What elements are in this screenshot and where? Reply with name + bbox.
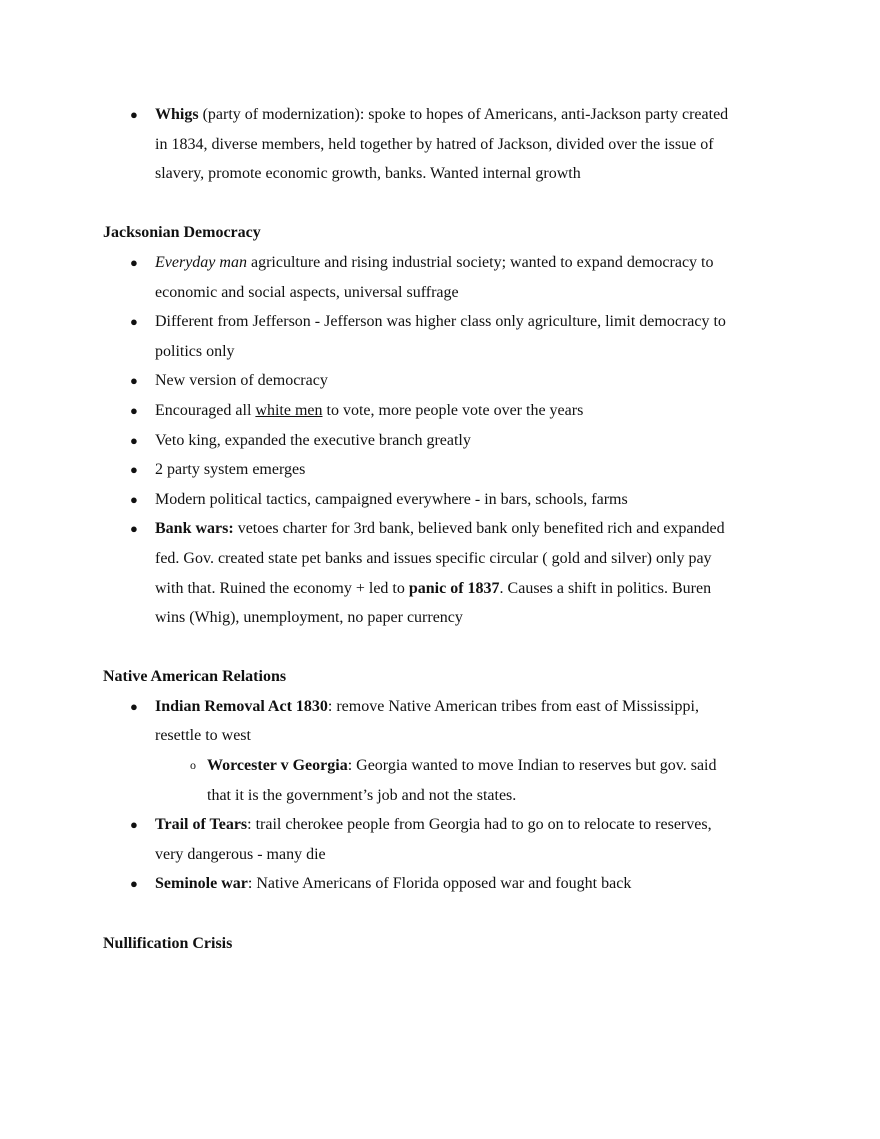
text-line (103, 248, 803, 278)
text-line (103, 840, 803, 870)
text-run: with that. Ruined the economy + led to (155, 579, 409, 597)
text-run: politics only (155, 342, 235, 360)
bold-term: Trail of Tears (155, 816, 248, 834)
text-run: : remove Native American tribes from east of Mississippi, (327, 697, 699, 715)
text-run: : Native Americans of Florida opposed war and fought back (247, 875, 632, 893)
text-line (103, 721, 803, 751)
text-line (103, 159, 803, 189)
blank-line (103, 189, 803, 219)
text-line (103, 869, 803, 899)
list-item (103, 426, 803, 456)
text-line (103, 130, 803, 160)
bullet-icon: ● (130, 254, 138, 270)
list-item (103, 485, 803, 515)
bold-term: panic of 1837 (408, 579, 500, 597)
bold-term: Indian Removal Act 1830 (155, 697, 328, 715)
section-heading: Nullification Crisis (103, 934, 233, 952)
blank-line (103, 899, 803, 929)
text-run: to vote, more people vote over the years (322, 401, 584, 419)
text-run: 2 party system emerges (155, 461, 306, 479)
hollow-bullet-icon: o (190, 758, 196, 773)
list-item (103, 692, 803, 751)
text-run: : Georgia wanted to move Indian to reserves but gov. said (347, 757, 717, 775)
list-item (103, 514, 803, 632)
text-line (103, 485, 803, 515)
bullet-icon: ● (130, 521, 138, 537)
bold-term: Whigs (155, 106, 199, 123)
sub-list-item (103, 751, 803, 810)
list-item (103, 248, 803, 307)
bold-term: Seminole war (155, 875, 248, 893)
document-page (103, 100, 803, 958)
text-line (103, 574, 803, 604)
list-item (103, 366, 803, 396)
text-run: agriculture and rising industrial society; wanted to expand democracy to (246, 253, 714, 271)
bullet-icon: ● (130, 314, 138, 330)
text-run: fed. Gov. created state pet banks and issues specific circular ( gold and silver) only pay (155, 549, 712, 567)
bullet-icon: ● (130, 402, 138, 418)
bold-term: Worcester v Georgia (207, 757, 348, 775)
text-run: very dangerous - many die (155, 845, 326, 863)
bullet-icon: ● (130, 432, 138, 448)
text-line (103, 278, 803, 308)
text-line (103, 692, 803, 722)
text-line (103, 810, 803, 840)
list-item (103, 810, 803, 869)
italic-text: Everyday man (155, 253, 247, 271)
text-run: New version of democracy (155, 372, 328, 390)
text-line (103, 603, 803, 633)
text-line (103, 514, 803, 544)
text-line (103, 396, 803, 426)
text-run: (party of modernization): spoke to hopes of Americans, anti-Jackson party created (198, 106, 729, 123)
bullet-icon: ● (130, 876, 138, 892)
text-line (103, 426, 803, 456)
text-line (103, 455, 803, 485)
text-line (103, 544, 803, 574)
list-item (103, 869, 803, 899)
bullet-icon: ● (130, 698, 138, 714)
text-run: in 1834, diverse members, held together by hatred of Jackson, divided over the issue of (155, 135, 714, 153)
section-heading: Jacksonian Democracy (103, 224, 261, 242)
text-run: Modern political tactics, campaigned everywhere - in bars, schools, farms (155, 490, 628, 508)
text-run: economic and social aspects, universal suffrage (155, 283, 459, 301)
text-line (103, 307, 803, 337)
text-line (103, 100, 803, 130)
text-run: vetoes charter for 3rd bank, believed bank only benefited rich and expanded (233, 520, 725, 538)
bold-term: Bank wars: (155, 520, 234, 538)
bullet-icon: ● (130, 373, 138, 389)
bullet-icon: ● (130, 462, 138, 478)
text-run: Veto king, expanded the executive branch greatly (155, 431, 471, 449)
text-run: : trail cherokee people from Georgia had to go on to relocate to reserves, (247, 816, 712, 834)
bullet-icon: ● (130, 817, 138, 833)
text-run: slavery, promote economic growth, banks. Wanted internal growth (155, 165, 581, 183)
list-item (103, 100, 803, 189)
blank-line (103, 633, 803, 663)
list-item (103, 396, 803, 426)
text-run: Different from Jefferson - Jefferson was higher class only agriculture, limit democracy to (155, 313, 726, 331)
underlined-text: white men (255, 401, 323, 419)
text-line (103, 337, 803, 367)
text-line (103, 781, 803, 811)
bullet-icon: ● (130, 107, 138, 122)
bullet-icon: ● (130, 491, 138, 507)
text-run: Encouraged all (155, 401, 256, 419)
text-run: wins (Whig), unemployment, no paper currency (155, 609, 463, 627)
text-run: that it is the government’s job and not the states. (207, 786, 517, 804)
list-item (103, 307, 803, 366)
text-run: resettle to west (155, 727, 251, 745)
text-line (103, 751, 803, 781)
section-heading: Native American Relations (103, 668, 287, 686)
list-item (103, 455, 803, 485)
text-run: . Causes a shift in politics. Buren (499, 579, 712, 597)
text-line (103, 366, 803, 396)
